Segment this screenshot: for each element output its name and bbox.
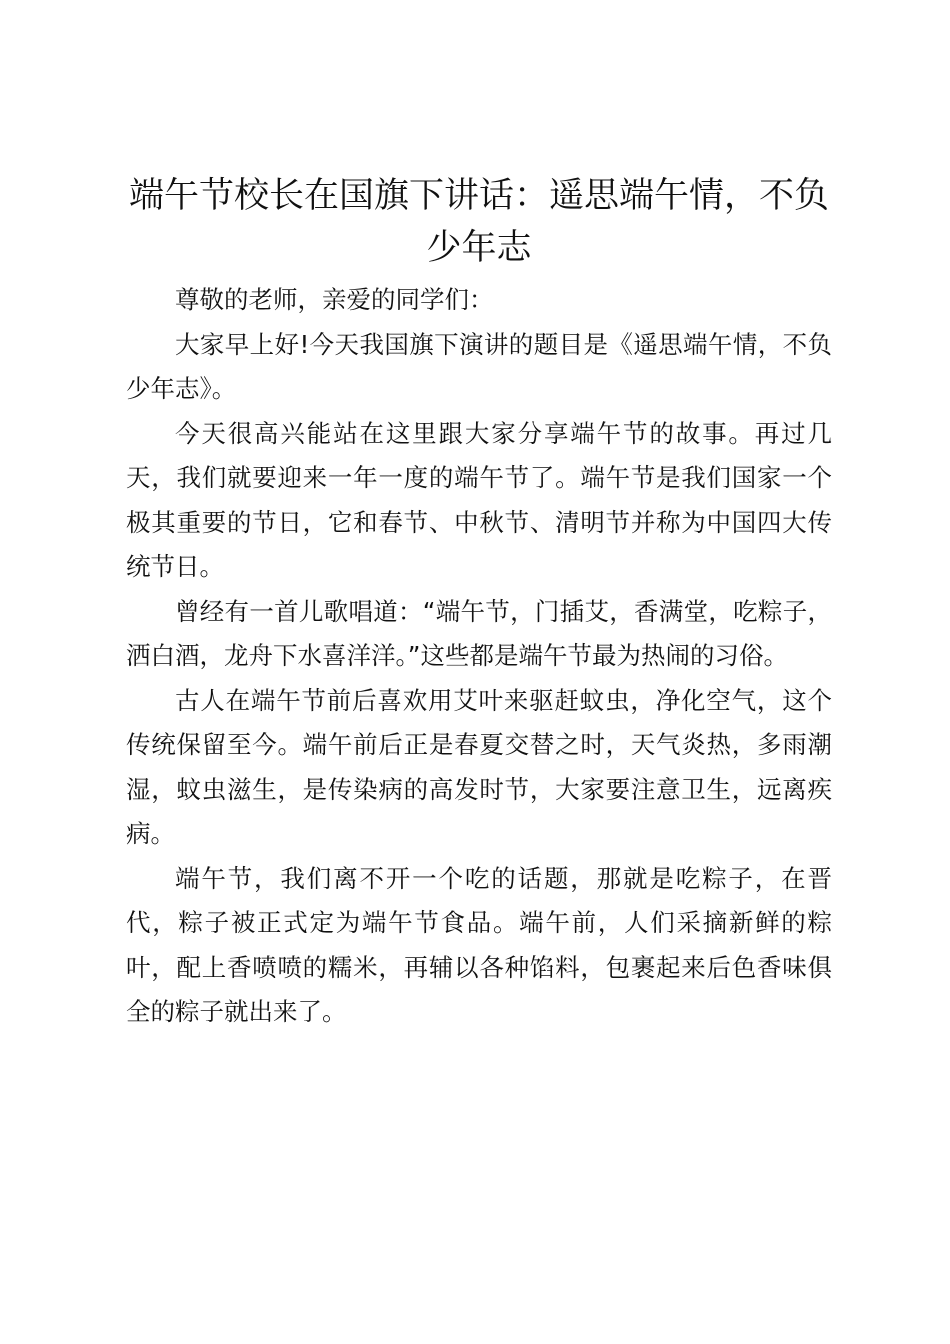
paragraph-4: 古人在端午节前后喜欢用艾叶来驱赶蚊虫，净化空气，这个传统保留至今。端午前后正是春夏交替之时，天气炎热，多雨潮湿，蚊虫滋生，是传染病的高发时节，大家要注意卫生，远离疾病。 (126, 685, 832, 848)
greeting-line: 尊敬的老师，亲爱的同学们： (175, 285, 494, 314)
paragraph-2: 今天很高兴能站在这里跟大家分享端午节的故事。再过几天，我们就要迎来一年一度的端午节了。端午节是我们国家一个极其重要的节日，它和春节、中秋节、清明节并称为中国四大传统节日。 (126, 418, 832, 581)
paragraph-3: 曾经有一首儿歌唱道：“端午节，门插艾，香满堂，吃粽子，洒白酒，龙舟下水喜洋洋。”这些都是端午节最为热闹的习俗。 (126, 596, 832, 670)
document-body (126, 170, 832, 1035)
document-title: 端午节校长在国旗下讲话：遥思端午情，不负少年志 (128, 176, 829, 268)
paragraph-5: 端午节，我们离不开一个吃的话题，那就是吃粽子，在晋代，粽子被正式定为端午节食品。端午前，人们采摘新鲜的粽叶，配上香喷喷的糯米，再辅以各种馅料，包裹起来后色香味俱全的粽子就出来了。 (126, 863, 832, 1026)
paragraph-1: 大家早上好!今天我国旗下演讲的题目是《遥思端午情，不负少年志》。 (126, 329, 832, 403)
